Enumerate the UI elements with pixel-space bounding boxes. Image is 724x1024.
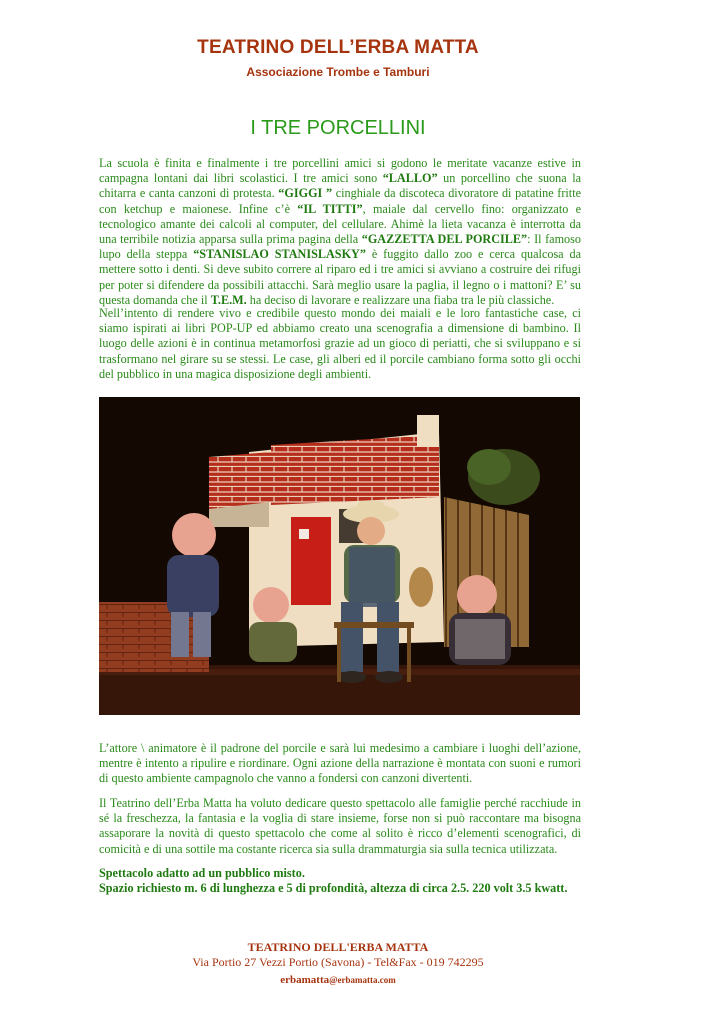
stage-photo: [99, 397, 580, 715]
stage-photo-illustration: [99, 397, 580, 715]
text-run: : Il famoso lupo della steppa: [99, 232, 581, 262]
bold-text-run: “IL TITTI”: [297, 201, 363, 216]
text-run: , maiale dal cervello fino: organizzato e tecnologico amante dei calcoli al computer, del cellulare. Ahimè la lieta vacanza è interrotta da una terribile notizia apparsa sulla prima pagina della: [99, 201, 581, 247]
paragraph-scenography: Nell’intento di rendere vivo e credibile questo mondo dei maiali e le loro fantastiche case, ci siamo ispirati ai libri POP-UP ed abbiamo creato una scenografia a dimensione di bambino. Il luogo delle azioni è in continua metamorfosi grazie ad un gioco di periatti, che si sviluppano e si trasformano nel girare su se stessi. Le case, gli alberi ed il porcile cambiano forma sotto gli occhi del pubblico in una magica disposizione degli ambienti.: [99, 306, 581, 381]
bold-text-run: “STANISLAO STANISLASKY”: [193, 247, 366, 262]
email-domain: @erbamatta.com: [329, 975, 396, 985]
email-user: erbamatta: [280, 974, 330, 986]
bold-text-run: “LALLO”: [382, 171, 438, 186]
text-run: La scuola è finita e finalmente i tre porcellini amici si godono le meritate vacanze estive in campagna lontani dai libri scolastici. I tre amici sono: [99, 156, 581, 186]
text-run: un porcellino che suona la chitarra e canta canzoni di protesta.: [99, 171, 581, 201]
paragraph-families: Il Teatrino dell’Erba Matta ha voluto dedicare questo spettacolo alle famiglie perché racchiude in sé la freschezza, la fantasia e la voglia di stare insieme, forse non si può raccontare ma bisogna assaporare la novità di questo spettacolo che come al solito è ricco d’elementi scenografici, di comicità e di una sottile ma costante ricerca sia sulla drammaturgia sia sulla tecnica utilizzata.: [99, 796, 581, 856]
footer-title: TEATRINO DELL'ERBA MATTA: [247, 940, 429, 954]
footer-email[interactable]: [0, 970, 676, 988]
paragraph-actor: L’attore \ animatore è il padrone del porcile e sarà lui medesimo a cambiare i luoghi dell’azione, mentre è intento a ripulire e riordinare. Ogni azione della narrazione è montata con suoni e rumori di questo ambiente campagnolo che vanno a fondersi con canzoni divertenti.: [99, 741, 581, 786]
paragraph-intro: [99, 156, 581, 308]
text-run: è fuggito dallo zoo e cerca qualcosa da mettere sotto i denti. Si deve subito correre al riparo ed i tre amici si avviano a costruire dei rifugi per poter si difendere da possibili attacchi. Sarà meglio usare la paglia, il legno o i mattoni? E’ su questa domanda che il: [99, 247, 581, 307]
space-requirements-note: Spazio richiesto m. 6 di lunghezza e 5 di profondità, altezza di circa 2.5. 220 volt 3.5 kwatt.: [99, 881, 568, 896]
text-run: cinghiale da discoteca divoratore di patatine fritte con ketchup e maionese. Infine c’è: [99, 186, 581, 216]
document-title: I TRE PORCELLINI: [250, 117, 426, 139]
bold-text-run: T.E.M.: [210, 292, 247, 307]
header-title: TEATRINO DELL’ERBA MATTA: [197, 37, 479, 58]
technical-notes: [99, 866, 599, 896]
bold-text-run: “GAZZETTA DEL PORCILE”: [361, 232, 528, 247]
audience-note: Spettacolo adatto ad un pubblico misto.: [99, 866, 305, 880]
footer-address: Via Portio 27 Vezzi Portio (Savona) - Tel&Fax - 019 742295: [192, 955, 484, 969]
bold-text-run: “GIGGI ”: [278, 186, 333, 201]
header-subtitle: Associazione Trombe e Tamburi: [246, 65, 430, 79]
text-run: ha deciso di lavorare e realizzare una fiaba tra le più classiche.: [246, 292, 555, 307]
